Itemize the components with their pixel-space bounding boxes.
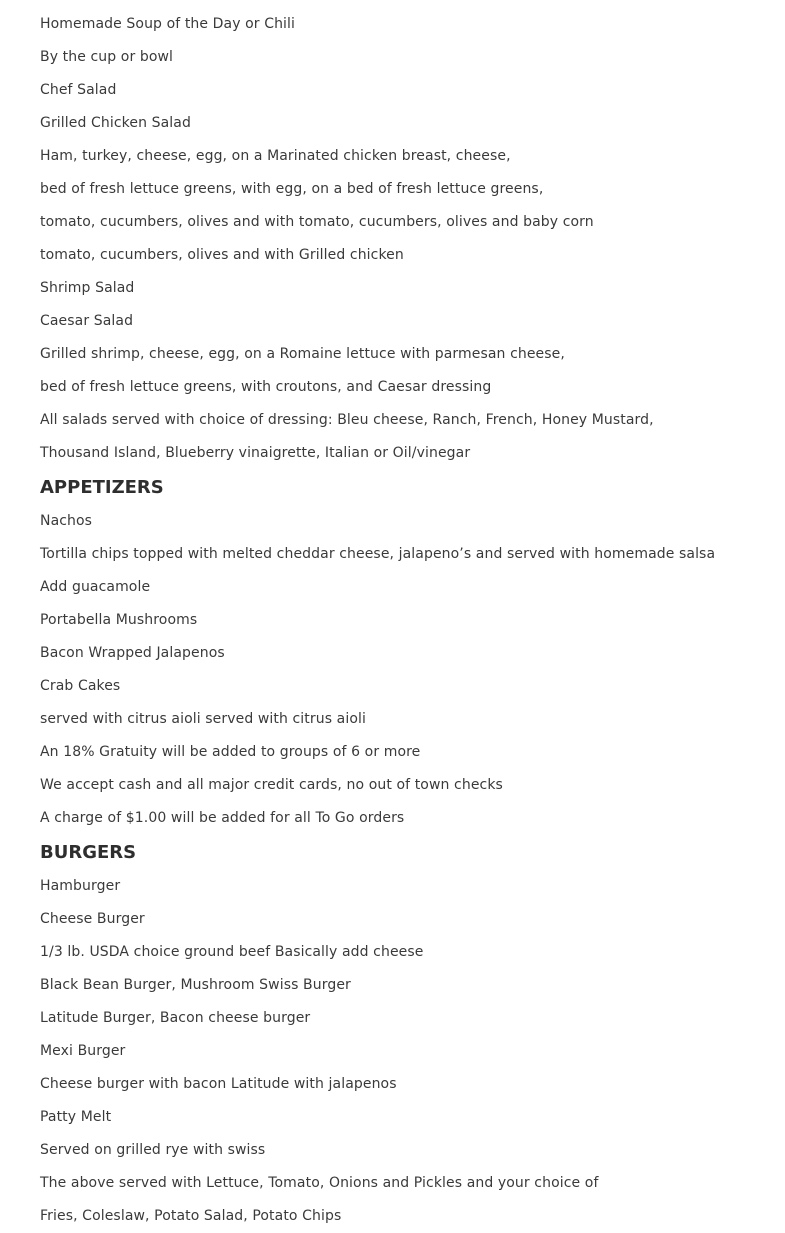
menu-line: Bacon Wrapped Jalapenos [40, 645, 225, 661]
menu-line: Ham, turkey, cheese, egg, on a Marinated chicken breast, cheese, [40, 148, 511, 164]
menu-line: Fries, Coleslaw, Potato Salad, Potato Chips [40, 1208, 342, 1224]
section-heading-burgers: BURGERS [40, 842, 137, 863]
menu-line: tomato, cucumbers, olives and with Grilled chicken [40, 247, 404, 263]
menu-line: All salads served with choice of dressing: Bleu cheese, Ranch, French, Honey Mustard, [40, 412, 654, 428]
section-heading-appetizers: APPETIZERS [40, 477, 164, 498]
menu-line: Grilled Chicken Salad [40, 115, 191, 131]
menu-line: Add guacamole [40, 579, 151, 595]
menu-line: Cheese burger with bacon Latitude with jalapenos [40, 1076, 397, 1092]
menu-line: Patty Melt [40, 1109, 112, 1125]
menu-line: served with citrus aioli served with citrus aioli [40, 711, 366, 727]
menu-line: Chef Salad [40, 82, 117, 98]
menu-line: Grilled shrimp, cheese, egg, on a Romaine lettuce with parmesan cheese, [40, 346, 565, 362]
menu-line: Hamburger [40, 878, 121, 894]
menu-line: Tortilla chips topped with melted cheddar cheese, jalapeno’s and served with homemade salsa [40, 546, 716, 562]
menu-line: bed of fresh lettuce greens, with egg, on a bed of fresh lettuce greens, [40, 181, 544, 197]
menu-line: Latitude Burger, Bacon cheese burger [40, 1010, 311, 1026]
menu-line: Served on grilled rye with swiss [40, 1142, 266, 1158]
menu-line: The above served with Lettuce, Tomato, Onions and Pickles and your choice of [40, 1175, 599, 1191]
menu-line: tomato, cucumbers, olives and with tomato, cucumbers, olives and baby corn [40, 214, 594, 230]
menu-line: Mexi Burger [40, 1043, 126, 1059]
menu-line: 1/3 lb. USDA choice ground beef Basically add cheese [40, 944, 424, 960]
menu-line: Thousand Island, Blueberry vinaigrette, Italian or Oil/vinegar [40, 445, 471, 461]
menu-line: Cheese Burger [40, 911, 145, 927]
menu-line: An 18% Gratuity will be added to groups of 6 or more [40, 744, 421, 760]
menu-page [40, 0, 760, 1233]
menu-line: We accept cash and all major credit cards, no out of town checks [40, 777, 503, 793]
menu-line: Black Bean Burger, Mushroom Swiss Burger [40, 977, 351, 993]
menu-line: A charge of $1.00 will be added for all To Go orders [40, 810, 405, 826]
menu-line: Nachos [40, 513, 93, 529]
menu-line: Shrimp Salad [40, 280, 135, 296]
menu-line: Crab Cakes [40, 678, 121, 694]
menu-line: Homemade Soup of the Day or Chili [40, 16, 296, 32]
menu-line: By the cup or bowl [40, 49, 174, 65]
menu-line: Caesar Salad [40, 313, 134, 329]
menu-line: Portabella Mushrooms [40, 612, 198, 628]
menu-line: bed of fresh lettuce greens, with croutons, and Caesar dressing [40, 379, 492, 395]
